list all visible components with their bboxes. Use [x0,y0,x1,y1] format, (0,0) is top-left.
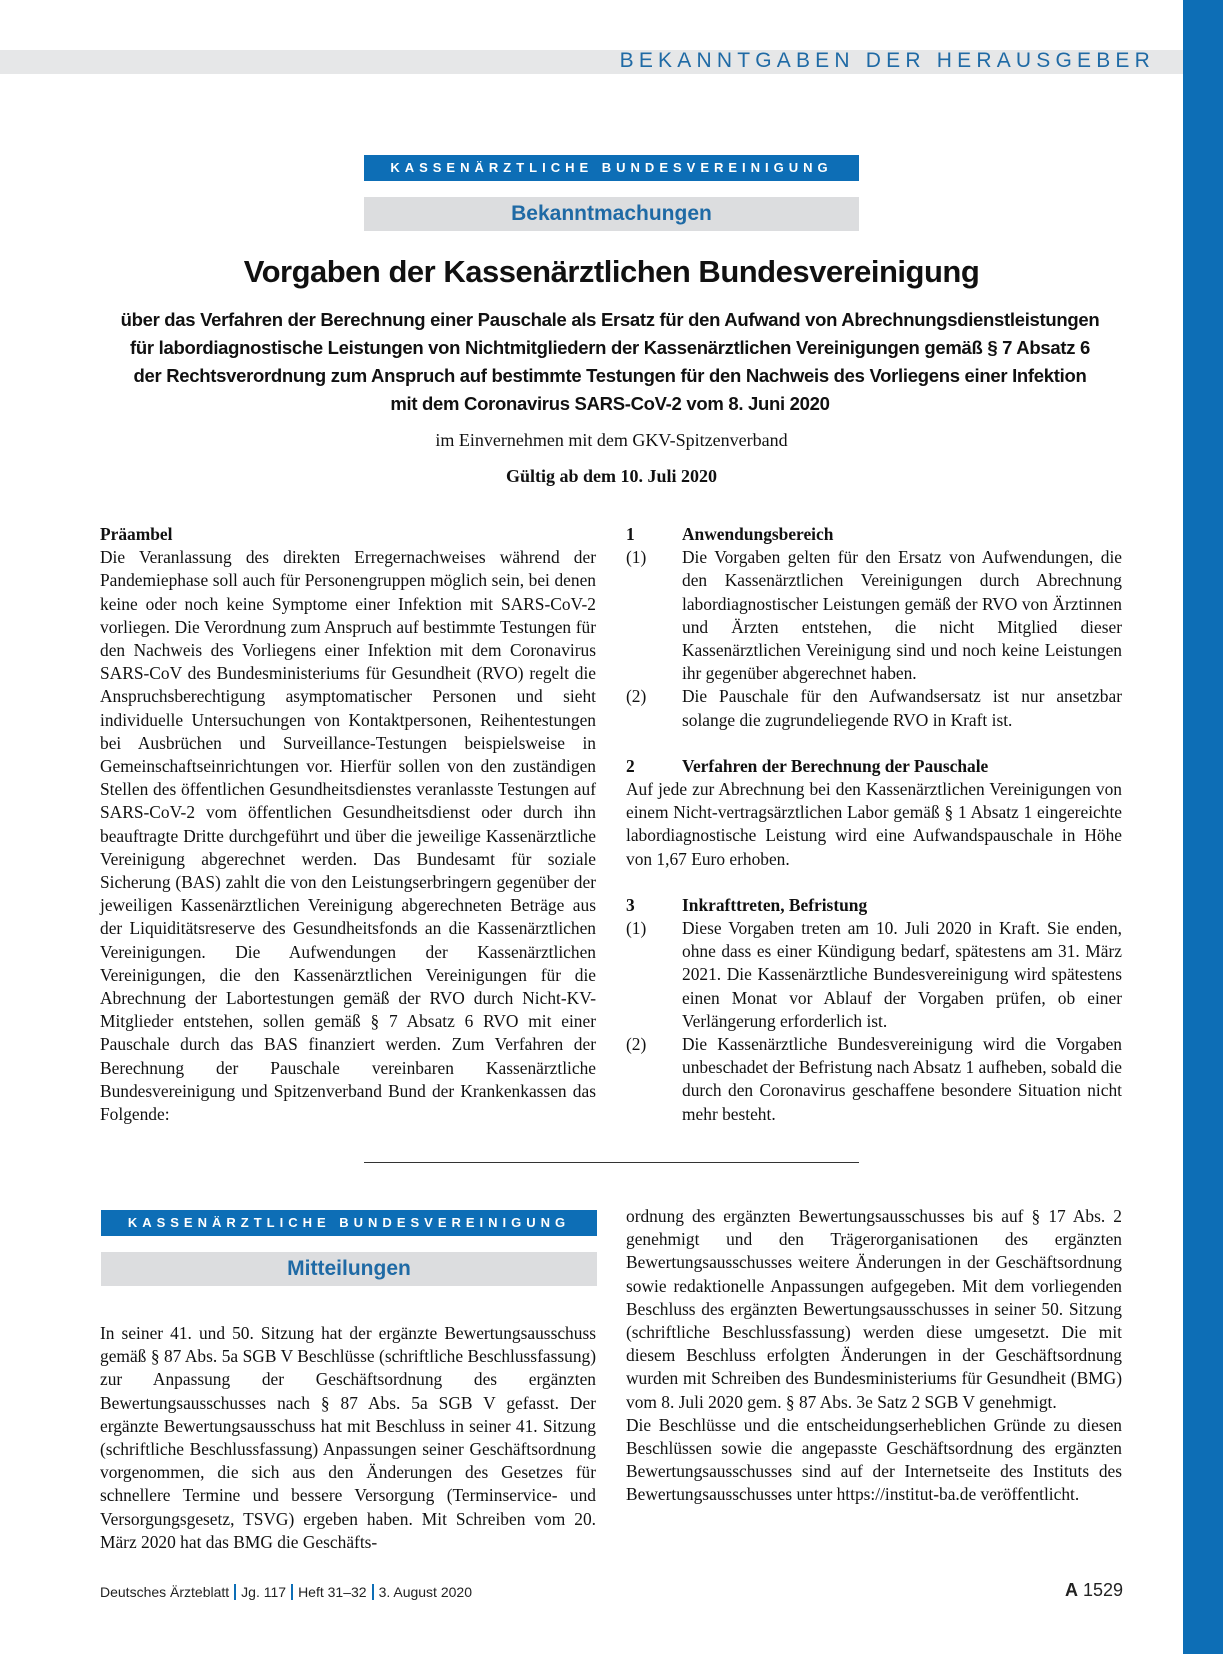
page-value: 1529 [1082,1580,1123,1600]
subtitle-line: der Rechtsverordnung zum Anspruch auf bestimmte Testungen für den Nachweis des Vorliegens einer Infektion [133,365,1087,386]
paragraph-text: Diese Vorgaben treten am 10. Juli 2020 in Kraft. Sie enden, ohne dass es einer Kündigung bedarf, spätestens am 31. März 2021. Die Kassenärztliche Bundesvereinigung wird spätestens einen Monat vor Ablauf der Vorgaben prüfen, ob einer Verlängerung erforderlich ist. [682,918,1122,1031]
publisher-bar: KASSENÄRZTLICHE BUNDESVEREINIGUNG [364,155,859,181]
journal-name: Deutsches Ärzteblatt [100,1584,230,1600]
paragraph-number: (1) [626,918,647,939]
preamble-heading: Präambel [100,524,173,544]
section-number: 1 [626,524,635,544]
preamble-text: Die Veranlassung des direkten Erregernachweises während der Pandemiephase soll auch für Personengruppen möglich sein, bei denen keine oder noch keine Symptome einer Infektion mit SARS-CoV-2 vorliegen. Die Verordnung zum Anspruch auf bestimmte Testungen für den Nachweis des Vorliegens einer Infektion mit dem Coronavirus SARS-CoV des Bundesministeriums für Gesundheit (RVO) regelt die Anspruchsberechtigung asymptomatischer Personen und sieht individuelle Untersuchungen von Kontaktpersonen, Reihentestungen bei Ausbrüchen und Surveillance-Testungen beispielsweise in Gemeinschaftseinrichtungen vor. Hierfür sollen von den zuständigen Stellen des öffentlichen Gesundheitsdienstes veranlasste Testungen auf SARS-CoV-2 vom öffentlichen Gesundheitsdienst oder durch ihn beauftragte Dritte durchgeführt und über die jeweilige Kassenärztliche Vereinigung abgerechnet werden. Das Bundesamt für soziale Sicherung (BAS) zahlt die von den Leistungserbringern gegenüber der jeweiligen Kassenärztlichen Vereinigung abgerechneten Beträge aus der Liquiditätsreserve des Gesundheitsfonds an die Kassenärztlichen Vereinigungen. Die Aufwendungen der Kassenärztlichen Vereinigungen, die den Kassenärztlichen Vereinigungen für die Abrechnung der Labortestungen gemäß der RVO durch Nicht-KV-Mitglieder entstehen, sollen gemäß § 7 Absatz 6 RVO mit einer Pauschale durch das BAS finanziert werden. Zum Verfahren der Berechnung der Pauschale vereinbaren Kassenärztliche Bundesvereinigung und Spitzenverband Bund der Krankenkassen das Folgende: [100,547,596,1125]
footer-citation [100,1584,472,1600]
preamble-column [100,523,596,1126]
article2-left-column [100,1322,596,1554]
section-label: BEKANNTGABEN DER HERAUSGEBER [619,49,1155,72]
article-title: Vorgaben der Kassenärztlichen Bundesvereinigung [243,254,980,289]
separator [291,1584,293,1600]
category-bar: Mitteilungen [101,1252,597,1286]
separator [372,1584,374,1600]
volume: Jg. 117 [241,1584,287,1600]
page-number [1065,1580,1123,1601]
issue: Heft 31–32 [298,1584,367,1600]
article2-left-text: In seiner 41. und 50. Sitzung hat der ergänzte Bewertungsausschuss gemäß § 87 Abs. 5a SGB V Beschlüsse (schriftliche Beschlussfassung) zur Anpassung der Geschäftsordnung des ergänzten Bewertungsausschusses nach § 87 Abs. 5a SGB V gefasst. Der ergänzte Bewertungsausschuss hat mit Beschluss in seiner 41. Sitzung (schriftliche Beschlussfassung) Anpassungen seiner Geschäftsordnung vorgenommen, die sich aus den Änderungen des Gesetzes für schnellere Termine und bessere Versorgung (Terminservice- und Versorgungsgesetz, TSVG) ergeben haben. Mit Schreiben vom 20. März 2020 hat das BMG die Geschäfts- [100,1323,596,1552]
section-number: 2 [626,755,635,776]
subtitle-line: für labordiagnostische Leistungen von Nichtmitgliedern der Kassenärztlichen Vereinigungen gemäß § 7 Absatz 6 [130,337,1090,358]
publisher-bar: KASSENÄRZTLICHE BUNDESVEREINIGUNG [101,1210,597,1236]
article2-right-column [626,1205,1122,1507]
paragraph-text: Die Vorgaben gelten für den Ersatz von Aufwendungen, die den Kassenärztlichen Vereinigungen durch Abrechnung labordiagnostischer Leistungen gemäß der RVO von Ärztinnen und Ärzten entstehen, die nicht Mitglied dieser Kassenärztlichen Vereinigung sind und noch keine Leistungen ihr gegenüber abgerechnet haben. [682,547,1122,684]
separator [234,1584,236,1600]
page-prefix: A [1064,1580,1078,1600]
section-title: Verfahren der Berechnung der Pauschale [682,755,989,776]
validity-date: Gültig ab dem 10. Juli 2020 [505,466,718,486]
paragraph-item [626,917,1122,1033]
paragraph-item [626,685,1122,731]
paragraph-number: (2) [626,686,647,707]
paragraph-item [626,1033,1122,1126]
section-heading [626,523,1122,546]
article-divider [364,1162,859,1163]
article-subtitle [120,306,1100,418]
paragraph-text: Die Kassenärztliche Bundesvereinigung wird die Vorgaben unbeschadet der Befristung nach Absatz 1 aufheben, sobald die durch den Coronavirus geschaffene besondere Situation nicht mehr besteht. [682,1034,1122,1124]
article2-right-paragraph: Die Beschlüsse und die entscheidungserheblichen Gründe zu diesen Beschlüssen sowie die angepasste Geschäftsordnung des ergänzten Bewertungsausschusses sind auf der Internetseite des Instituts des Bewertungsausschusses unter https://institut-ba.de veröffentlicht. [626,1414,1122,1505]
subtitle-line: mit dem Coronavirus SARS-CoV-2 vom 8. Juni 2020 [390,393,830,414]
section-heading [626,755,1122,778]
section-number: 3 [626,894,635,915]
paragraph-number: (2) [626,1034,647,1055]
paragraph-text: Die Pauschale für den Aufwandsersatz ist nur ansetzbar solange die zugrundeliegende RVO in Kraft ist. [682,686,1122,730]
article2-right-paragraph: ordnung des ergänzten Bewertungsausschusses bis auf § 17 Abs. 2 genehmigt und den Trägerorganisationen des ergänzten Bewertungsausschusses weitere Änderungen in der Geschäftsordnung sowie redaktionelle Anpassungen aufgegeben. Mit dem vorliegenden Beschluss des ergänzten Bewertungsausschusses in seiner 50. Sitzung (schriftliche Beschlussfassung) werden diese umgesetzt. Die mit diesem Beschluss erfolgten Änderungen in der Geschäftsordnung wurden mit Schreiben des Bundesministeriums für Gesundheit (BMG) vom 8. Juli 2020 gem. § 87 Abs. 3e Satz 2 SGB V genehmigt. [626,1206,1122,1412]
section-title: Inkrafttreten, Befristung [682,894,868,915]
paragraph-item [626,546,1122,685]
section-body: Auf jede zur Abrechnung bei den Kassenärztlichen Vereinigungen von einem Nicht-vertragsärztlichen Labor gemäß § 1 Absatz 1 eingereichte labordiagnostische Leistung wird eine Aufwandspauschale in Höhe von 1,67 Euro erhoben. [626,779,1122,869]
blue-side-stripe [1183,0,1223,1654]
section-title: Anwendungsbereich [682,524,834,544]
sections-column [626,523,1122,1126]
paragraph-number: (1) [626,547,647,568]
agreement-note: im Einvernehmen mit dem GKV-Spitzenverband [435,430,788,450]
category-bar: Bekanntmachungen [364,197,859,231]
section-heading [626,894,1122,917]
issue-date: 3. August 2020 [378,1584,472,1600]
subtitle-line: über das Verfahren der Berechnung einer Pauschale als Ersatz für den Aufwand von Abrechnungsdienstleistungen [120,309,1100,330]
